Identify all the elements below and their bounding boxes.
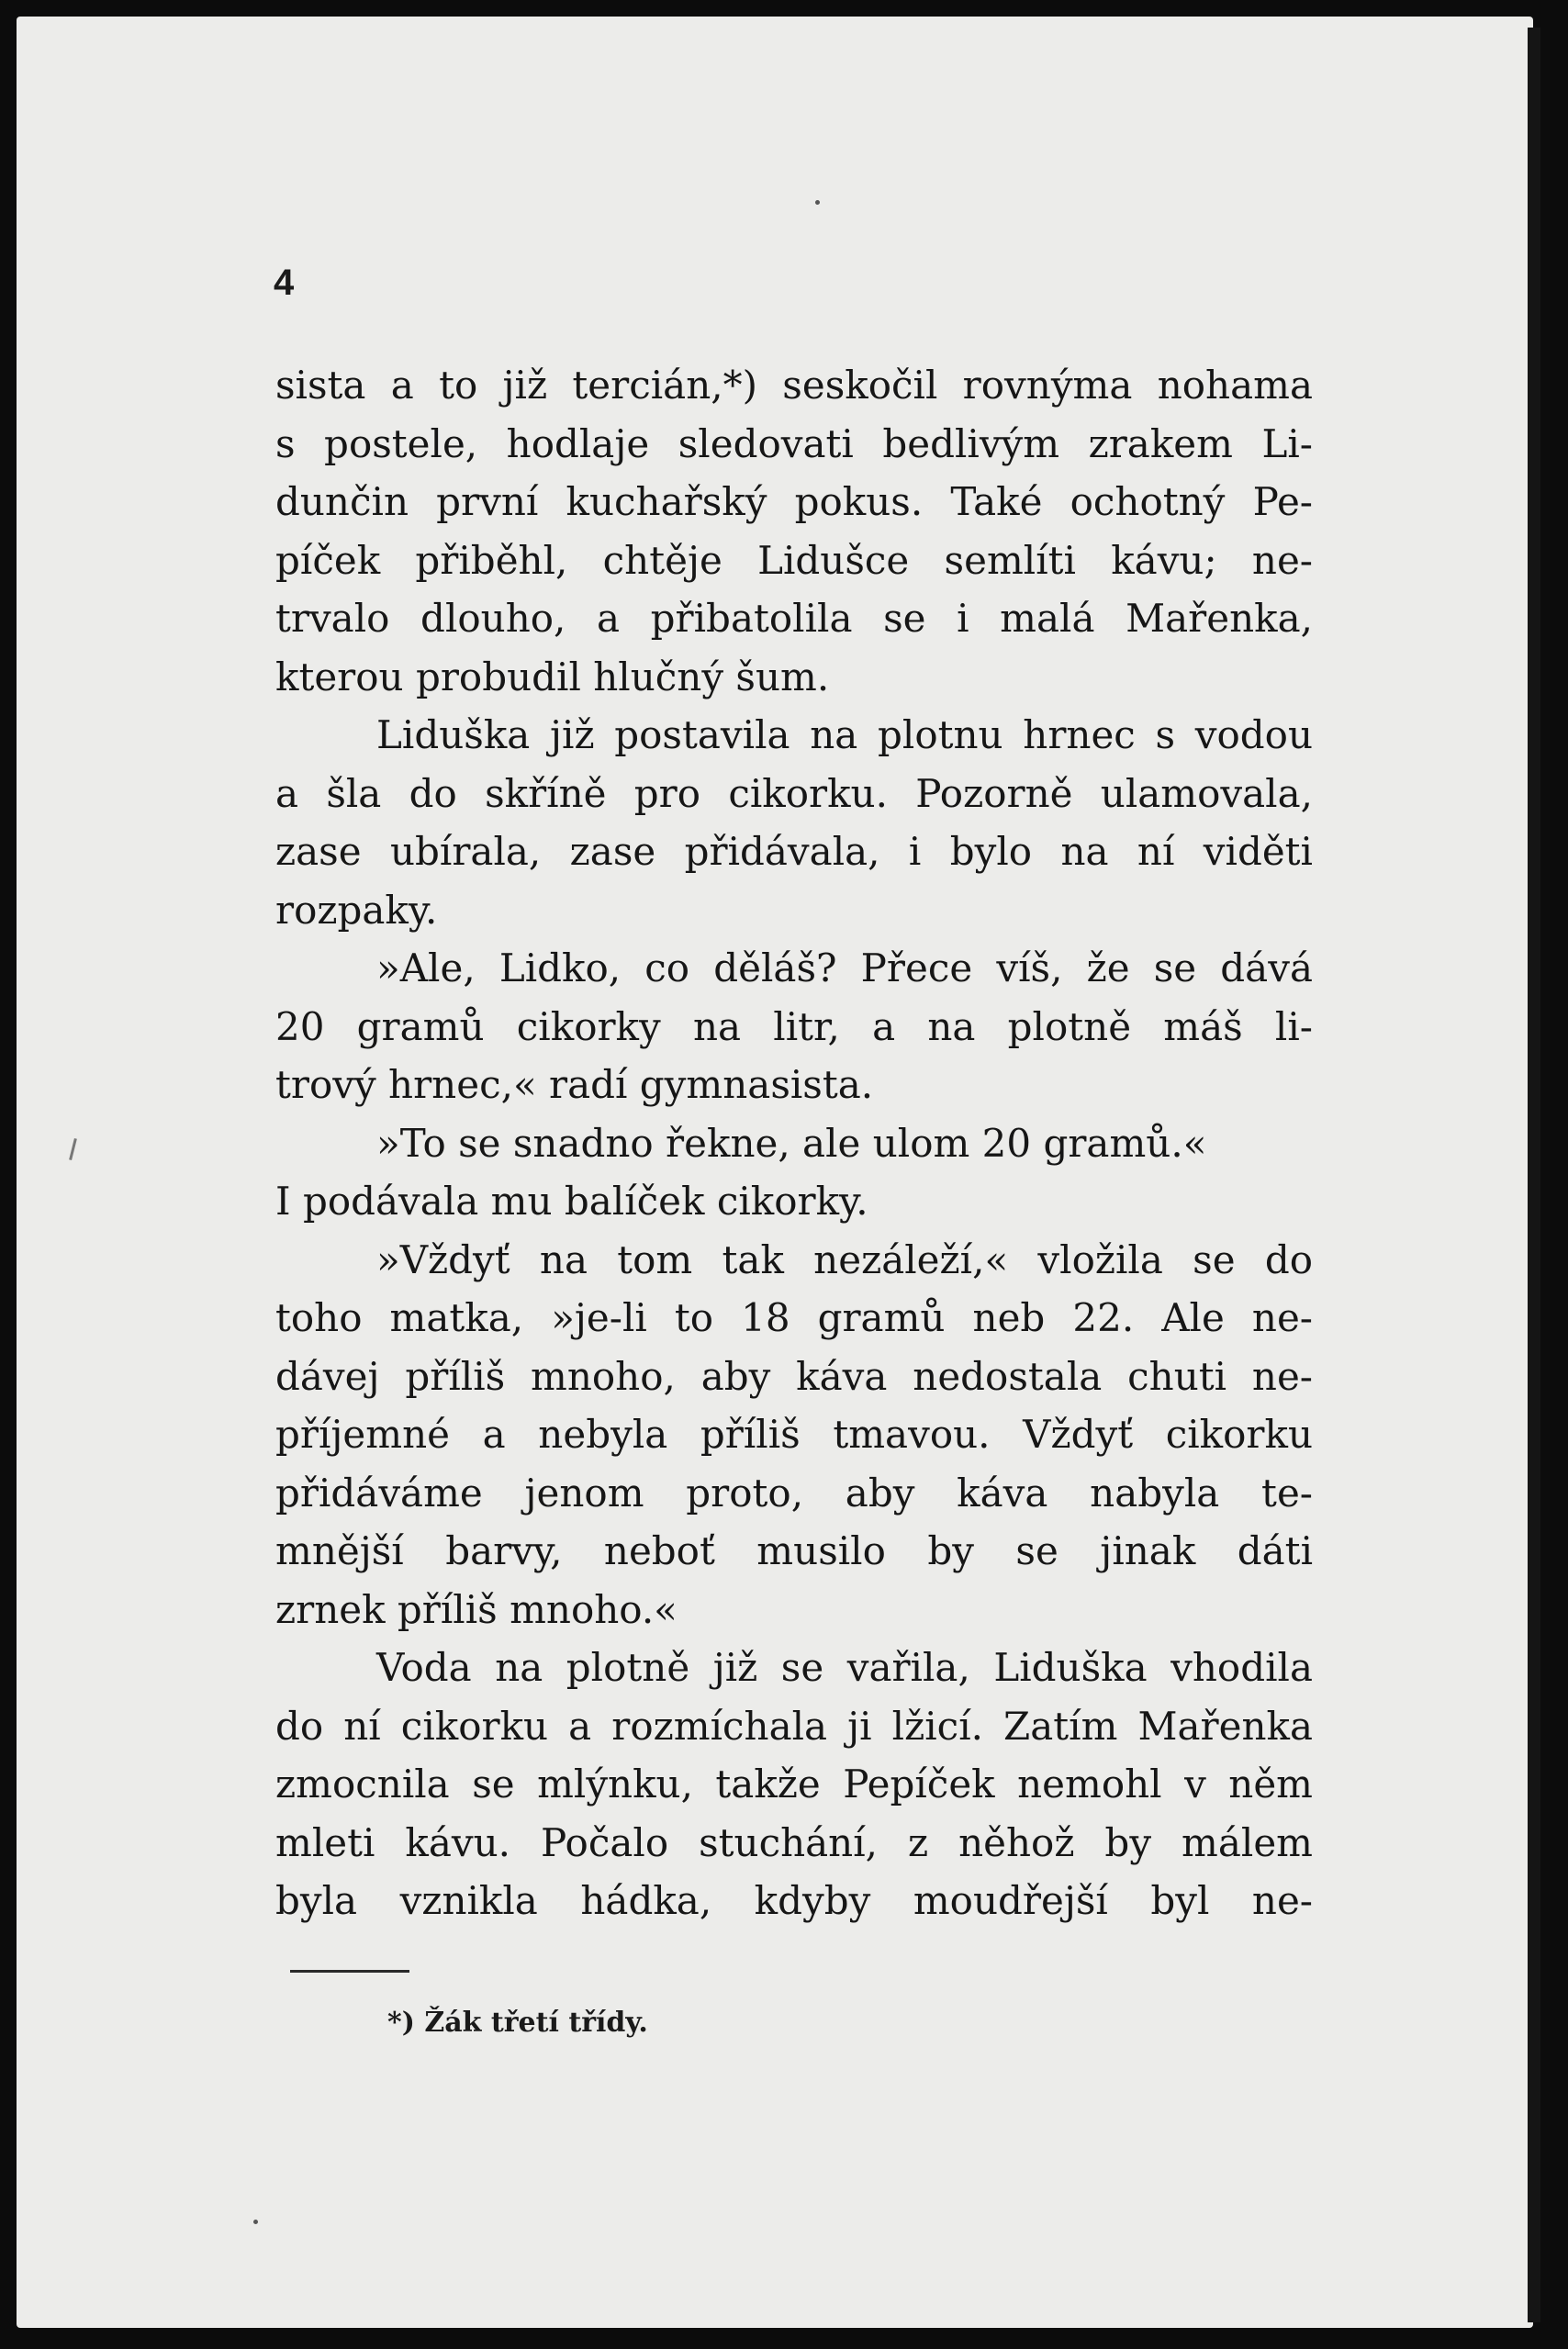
page-number: 4 bbox=[274, 263, 295, 303]
text-line: trový hrnec,« radí gymnasista. bbox=[275, 1062, 874, 1107]
text-line: mnější barvy, neboť musilo by se jinak dáti bbox=[275, 1528, 1313, 1573]
text-line: příjemné a nebyla příliš tmavou. Vždyť cikorku bbox=[275, 1412, 1313, 1457]
text-line: dunčin první kuchařský pokus. Také ochotný Pe- bbox=[275, 479, 1313, 524]
text-line: zmocnila se mlýnku, takže Pepíček nemohl v něm bbox=[275, 1762, 1313, 1806]
body-text bbox=[275, 356, 1313, 1930]
text-line: s postele, hodlaje sledovati bedlivým zrakem Li- bbox=[275, 420, 1313, 466]
text-line: »To se snadno řekne, ale ulom 20 gramů.« bbox=[376, 1120, 1207, 1166]
text-line: rozpaky. bbox=[275, 887, 438, 933]
footnote-divider bbox=[290, 1970, 409, 1973]
text-line: »Vždyť na tom tak nezáleží,« vložila se do bbox=[376, 1236, 1313, 1282]
text-line: I podávala mu balíček cikorky. bbox=[275, 1179, 868, 1224]
paper-sheet bbox=[17, 17, 1533, 2328]
text-line: a šla do skříně pro cikorku. Pozorně ulamovala, bbox=[275, 770, 1313, 816]
text-line: zrnek příliš mnoho.« bbox=[275, 1586, 678, 1632]
scan-speck bbox=[815, 200, 820, 205]
text-line: sista a to již tercián,*) seskočil rovnýma nohama bbox=[275, 363, 1313, 408]
text-line: 20 gramů cikorky na litr, a na plotně máš li- bbox=[275, 1003, 1313, 1049]
text-line: dávej příliš mnoho, aby káva nedostala chuti ne- bbox=[275, 1353, 1313, 1399]
binding-edge bbox=[1528, 28, 1540, 2322]
text-line: zase ubírala, zase přidávala, i bylo na ní viděti bbox=[275, 829, 1313, 874]
text-line: byla vznikla hádka, kdyby moudřejší byl ne- bbox=[275, 1878, 1313, 1923]
text-line: Liduška již postavila na plotnu hrnec s vodou bbox=[376, 712, 1313, 757]
text-line: toho matka, »je-li to 18 gramů neb 22. Ale ne- bbox=[275, 1295, 1313, 1340]
text-line: »Ale, Lidko, co děláš? Přece víš, že se dává bbox=[376, 945, 1313, 990]
scan-mark bbox=[69, 1138, 77, 1160]
text-line: kterou probudil hlučný šum. bbox=[275, 654, 830, 699]
text-line: trvalo dlouho, a přibatolila se i malá Mařenka, bbox=[275, 596, 1313, 641]
footnote: *) Žák třetí třídy. bbox=[387, 2007, 648, 2039]
text-line: přidáváme jenom proto, aby káva nabyla te- bbox=[275, 1470, 1313, 1516]
text-line: Voda na plotně již se vařila, Liduška vhodila bbox=[376, 1645, 1313, 1690]
text-line: do ní cikorku a rozmíchala ji lžicí. Zatím Mařenka bbox=[275, 1703, 1313, 1749]
text-line: píček přiběhl, chtěje Lidušce semlíti kávu; ne- bbox=[275, 537, 1313, 583]
text-line: mleti kávu. Počalo stuchání, z něhož by málem bbox=[275, 1819, 1313, 1865]
scan-speck bbox=[253, 2220, 258, 2224]
